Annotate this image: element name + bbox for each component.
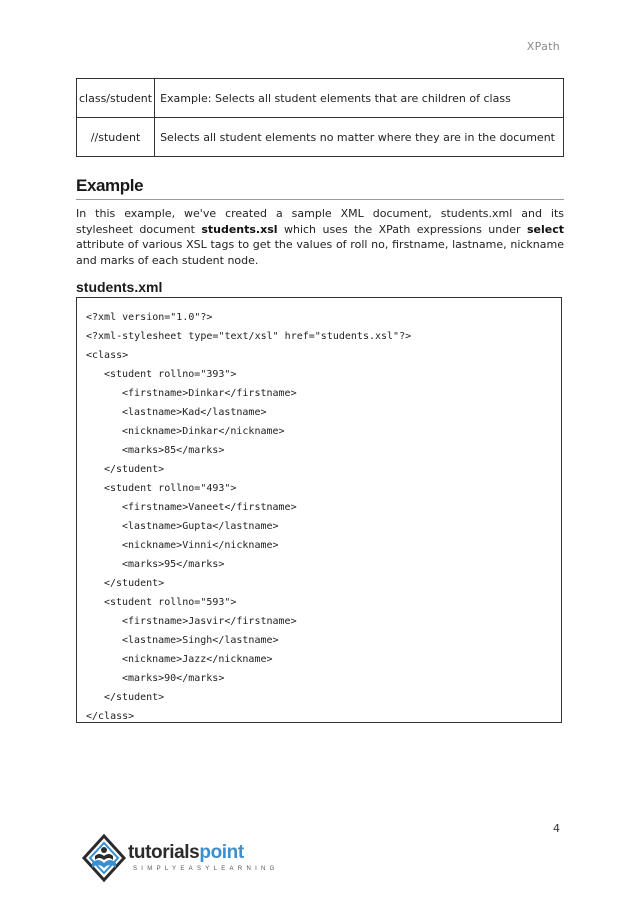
intro-bold-attribute: select — [526, 222, 564, 236]
tutorialspoint-logo — [78, 830, 278, 886]
expression-cell: //student — [77, 118, 155, 157]
table-row — [77, 118, 564, 157]
intro-text: In this example, we've created a sample XML document, students.xml and its stylesheet document — [76, 207, 564, 236]
code-line: <marks>85</marks> — [122, 445, 225, 456]
logo-wordmark — [128, 842, 244, 864]
intro-text: attribute of various XSL tags to get the values of roll no, firstname, lastname, nickname and marks of each student node. — [76, 238, 564, 267]
code-line: </student> — [104, 578, 165, 589]
page-number: 4 — [553, 822, 560, 835]
code-line: <class> — [86, 350, 129, 361]
logo-tagline: SIMPLYEASYLEARNING — [133, 866, 279, 872]
code-line: <lastname>Gupta</lastname> — [122, 521, 279, 532]
code-line: <student rollno="493"> — [104, 483, 237, 494]
description-cell: Selects all student elements no matter where they are in the document — [155, 118, 564, 157]
code-line: <marks>90</marks> — [122, 673, 225, 684]
table-row — [77, 79, 564, 118]
code-line: <firstname>Dinkar</firstname> — [122, 388, 297, 399]
code-line: <student rollno="593"> — [104, 597, 237, 608]
logo-word-tutorials: tutorials — [128, 842, 200, 863]
code-line: <?xml version="1.0"?> — [86, 312, 213, 323]
code-line: <lastname>Singh</lastname> — [122, 635, 279, 646]
expression-cell: class/student — [77, 79, 155, 118]
code-line: <firstname>Vaneet</firstname> — [122, 502, 297, 513]
description-cell: Example: Selects all student elements that are children of class — [155, 79, 564, 118]
intro-paragraph — [76, 206, 564, 268]
code-block — [76, 297, 562, 723]
book-logo-icon — [78, 830, 130, 886]
code-line: <student rollno="393"> — [104, 369, 237, 380]
code-line: </class> — [86, 711, 135, 722]
logo-word-point: point — [199, 842, 244, 863]
code-line: <firstname>Jasvir</firstname> — [122, 616, 297, 627]
code-line: <?xml-stylesheet type="text/xsl" href="students.xsl"?> — [86, 331, 412, 342]
xpath-expressions-table — [76, 78, 564, 157]
running-header: XPath — [526, 40, 560, 53]
code-line: <nickname>Dinkar</nickname> — [122, 426, 285, 437]
file-heading: students.xml — [76, 279, 163, 295]
code-line: </student> — [104, 692, 165, 703]
section-heading-example: Example — [76, 176, 564, 200]
code-line: <nickname>Jazz</nickname> — [122, 654, 273, 665]
intro-text: which uses the XPath expressions under — [277, 222, 527, 236]
code-line: <lastname>Kad</lastname> — [122, 407, 267, 418]
code-line: <marks>95</marks> — [122, 559, 225, 570]
code-line: <nickname>Vinni</nickname> — [122, 540, 279, 551]
intro-bold-filename: students.xsl — [201, 222, 278, 236]
code-line: </student> — [104, 464, 165, 475]
